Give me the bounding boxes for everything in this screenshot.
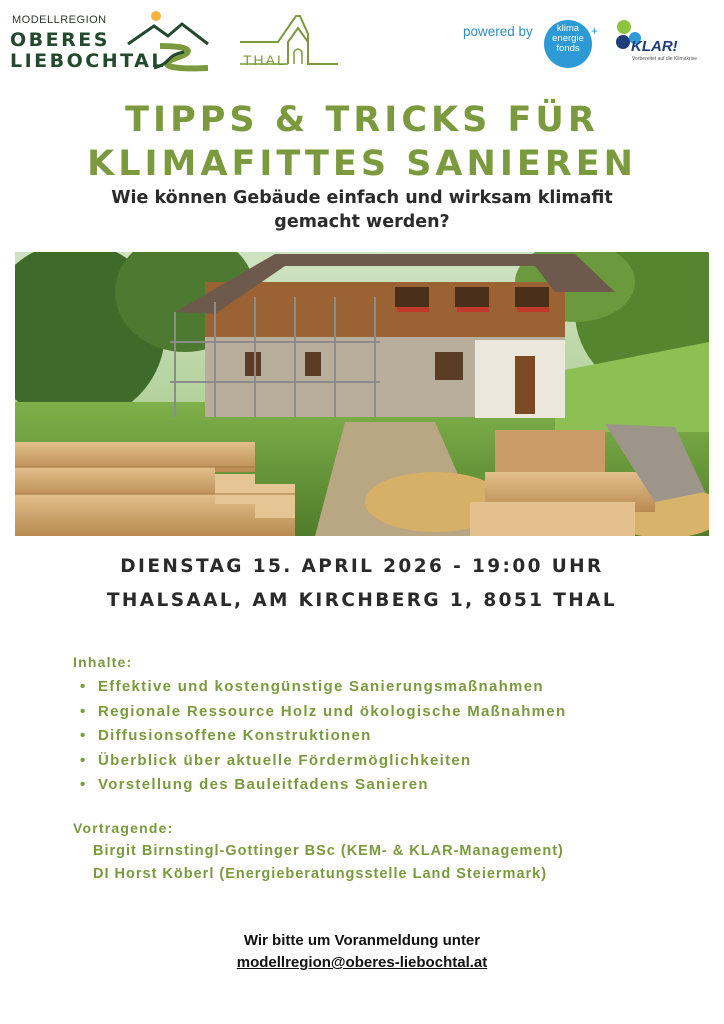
speaker-item: DI Horst Köberl (Energieberatungsstelle Land Steiermark) xyxy=(93,866,548,882)
page-subtitle: Wie können Gebäude einfach und wirksam klimafit gemacht werden? xyxy=(111,188,613,232)
modellregion-line1: OBERES xyxy=(10,29,110,51)
kef-line1-visible: klima xyxy=(556,23,580,34)
topic-item: • Überblick über aktuelle Fördermöglichkeiten xyxy=(78,752,566,777)
thal-logo-label: THAL xyxy=(243,52,287,68)
topic-item: • Effektive und kostengünstige Sanierungsmaßnahmen xyxy=(78,678,566,703)
event-date-time: DIENSTAG 15. APRIL 2026 - 19:00 UHR xyxy=(120,556,604,577)
powered-by-label: powered by xyxy=(463,24,533,39)
speaker-item: Birgit Birnstingl-Gottinger BSc (KEM- & KLAR-Management) xyxy=(93,843,564,859)
kef-line3: fonds xyxy=(556,43,580,54)
speakers-label: Vortragende: xyxy=(73,820,174,836)
topic-item: • Vorstellung des Bauleitfadens Sanieren xyxy=(78,776,566,801)
farmhouse-renovation-photo xyxy=(15,252,709,536)
topics-label: Inhalte: xyxy=(73,654,133,670)
modellregion-line2: LIEBOCHTAL xyxy=(10,50,166,72)
kef-plus-sign: + xyxy=(591,24,599,38)
topic-item: • Regionale Ressource Holz und ökologische Maßnahmen xyxy=(78,703,566,728)
page-title-line2: KLIMAFITTES SANIEREN xyxy=(87,144,637,184)
kef-line2: energie xyxy=(552,33,584,44)
topic-item: • Diffusionsoffene Konstruktionen xyxy=(78,727,566,752)
klar-logo-subtext: Vorbereitet auf die Klimakrise xyxy=(632,56,698,62)
registration-email-link[interactable]: modellregion@oberes-liebochtal.at xyxy=(236,954,488,971)
registration-text: Wir bitte um Voranmeldung unter xyxy=(243,932,481,949)
klar-logo-label: KLAR! xyxy=(631,38,678,55)
modellregion-small-label: MODELLREGION xyxy=(12,14,107,26)
topics-list xyxy=(78,678,566,801)
registration-email-container xyxy=(0,954,724,971)
event-location: THALSAAL, AM KIRCHBERG 1, 8051 THAL xyxy=(106,590,618,611)
page-title-line1: TIPPS & TRICKS FÜR xyxy=(125,100,599,140)
mountain-river-logo-icon xyxy=(124,10,214,72)
klima-energie-fonds-logo-text xyxy=(544,22,592,54)
